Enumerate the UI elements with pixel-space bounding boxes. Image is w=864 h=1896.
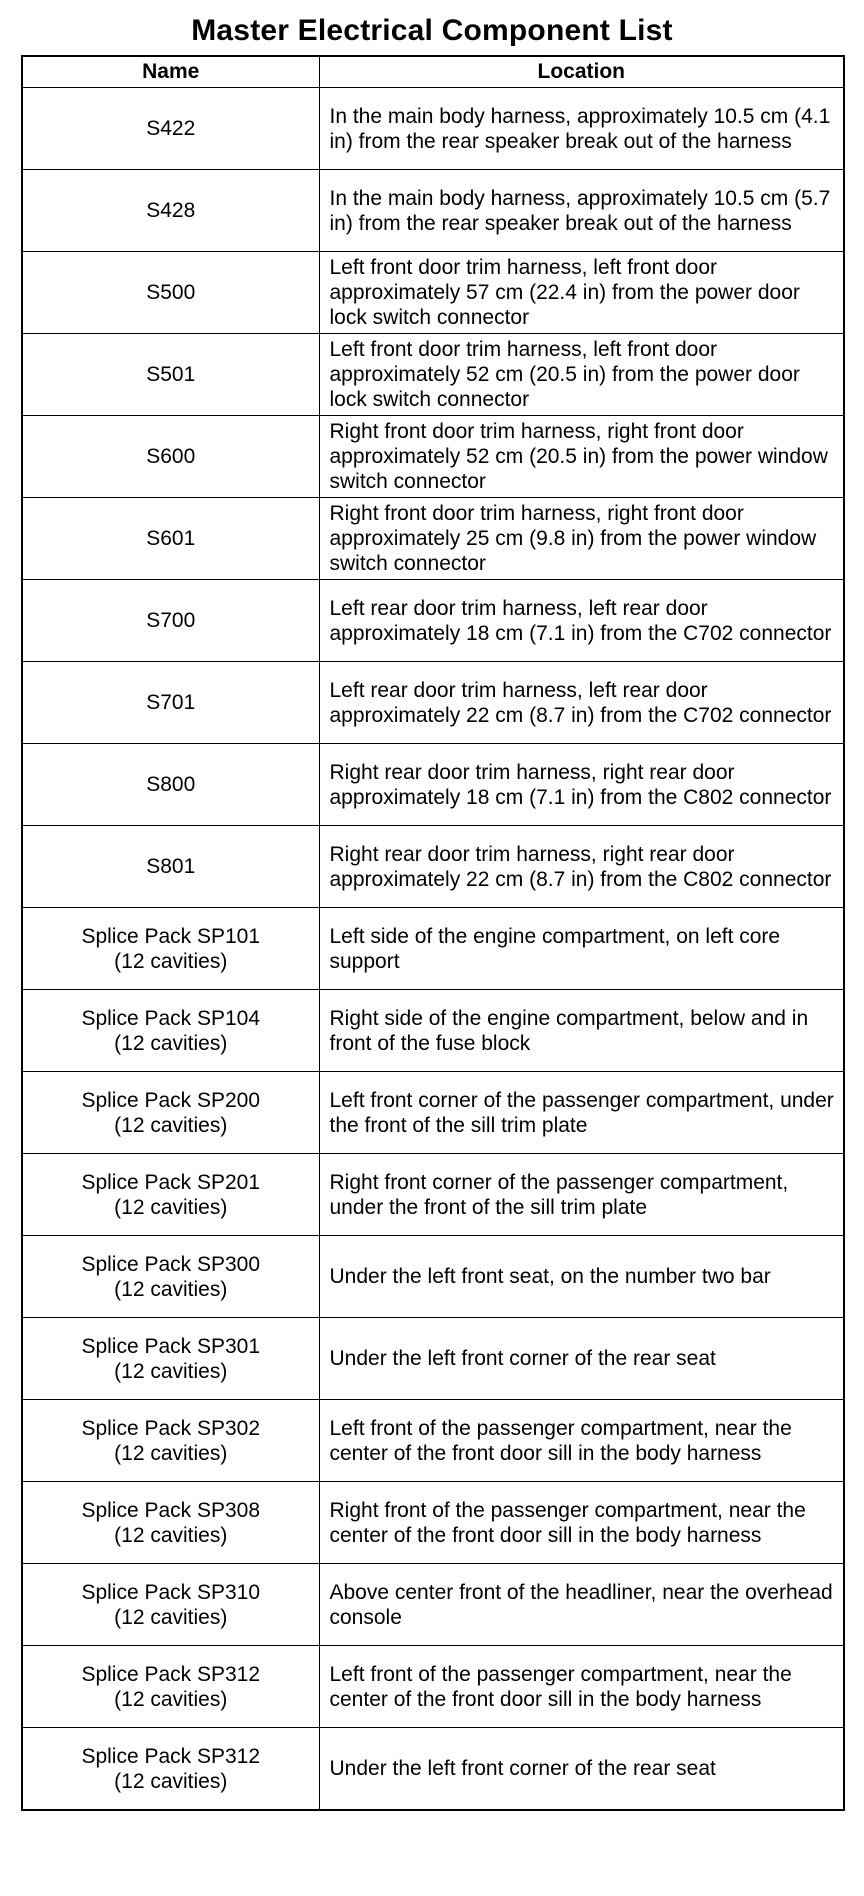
component-location: Left side of the engine compartment, on left core support: [319, 908, 844, 990]
component-name: Splice Pack SP101: [81, 924, 261, 948]
component-name: Splice Pack SP104: [81, 1006, 261, 1030]
table-row: [22, 580, 844, 662]
table-row: [22, 416, 844, 498]
component-cavities: (12 cavities): [114, 1195, 228, 1219]
component-location: Under the left front seat, on the number two bar: [319, 1236, 844, 1318]
component-location: In the main body harness, approximately 10.5 cm (5.7 in) from the rear speaker break out of the harness: [319, 170, 844, 252]
component-name-cell: [22, 1318, 319, 1400]
table-row: [22, 1400, 844, 1482]
component-table: [21, 55, 845, 1811]
component-location: Right rear door trim harness, right rear door approximately 22 cm (8.7 in) from the C802 connector: [319, 826, 844, 908]
component-location: Right front door trim harness, right front door approximately 52 cm (20.5 in) from the power window switch connector: [319, 416, 844, 498]
component-name: S601: [146, 527, 196, 550]
table-row: [22, 1482, 844, 1564]
component-name-cell: [22, 908, 319, 990]
component-name: S422: [146, 117, 196, 140]
component-name: Splice Pack SP312: [81, 1662, 261, 1686]
component-name: S801: [146, 855, 196, 878]
component-location: Left rear door trim harness, left rear door approximately 22 cm (8.7 in) from the C702 connector: [319, 662, 844, 744]
component-cavities: (12 cavities): [114, 1359, 228, 1383]
table-row: [22, 1318, 844, 1400]
component-name-cell: [22, 1482, 319, 1564]
component-location: Right front of the passenger compartment, near the center of the front door sill in the body harness: [319, 1482, 844, 1564]
component-name-cell: [22, 662, 319, 744]
component-location: Right rear door trim harness, right rear door approximately 18 cm (7.1 in) from the C802 connector: [319, 744, 844, 826]
table-row: [22, 498, 844, 580]
component-name-cell: [22, 1236, 319, 1318]
component-name-cell: [22, 826, 319, 908]
component-cavities: (12 cavities): [114, 949, 228, 973]
table-row: [22, 662, 844, 744]
column-header-location: Location: [319, 56, 844, 88]
component-cavities: (12 cavities): [114, 1277, 228, 1301]
table-row: [22, 744, 844, 826]
component-name-cell: [22, 1154, 319, 1236]
component-name-cell: [22, 498, 319, 580]
component-location: Left front door trim harness, left front door approximately 57 cm (22.4 in) from the power door lock switch connector: [319, 252, 844, 334]
component-name: S600: [146, 445, 196, 468]
table-row: [22, 1072, 844, 1154]
table-header-row: [22, 56, 844, 88]
component-location: Left front of the passenger compartment, near the center of the front door sill in the body harness: [319, 1400, 844, 1482]
component-name-cell: [22, 416, 319, 498]
component-name-cell: [22, 1400, 319, 1482]
component-name-cell: [22, 334, 319, 416]
component-cavities: (12 cavities): [114, 1031, 228, 1055]
component-name: Splice Pack SP310: [81, 1580, 261, 1604]
component-cavities: (12 cavities): [114, 1687, 228, 1711]
table-row: [22, 1236, 844, 1318]
component-location: In the main body harness, approximately 10.5 cm (4.1 in) from the rear speaker break out of the harness: [319, 88, 844, 170]
component-name: S428: [146, 199, 196, 222]
component-location: Left front door trim harness, left front door approximately 52 cm (20.5 in) from the power door lock switch connector: [319, 334, 844, 416]
component-location: Right side of the engine compartment, below and in front of the fuse block: [319, 990, 844, 1072]
table-row: [22, 334, 844, 416]
component-location: Under the left front corner of the rear seat: [319, 1728, 844, 1811]
table-row: [22, 908, 844, 990]
component-name-cell: [22, 580, 319, 662]
component-name: Splice Pack SP300: [81, 1252, 261, 1276]
component-cavities: (12 cavities): [114, 1769, 228, 1793]
component-location: Left rear door trim harness, left rear door approximately 18 cm (7.1 in) from the C702 connector: [319, 580, 844, 662]
component-name: Splice Pack SP301: [81, 1334, 261, 1358]
component-location: Right front door trim harness, right front door approximately 25 cm (9.8 in) from the power window switch connector: [319, 498, 844, 580]
component-location: Left front of the passenger compartment, near the center of the front door sill in the body harness: [319, 1646, 844, 1728]
component-name: S501: [146, 363, 196, 386]
component-cavities: (12 cavities): [114, 1113, 228, 1137]
table-row: [22, 1154, 844, 1236]
component-name-cell: [22, 170, 319, 252]
component-location: Under the left front corner of the rear seat: [319, 1318, 844, 1400]
component-name: S800: [146, 773, 196, 796]
component-location: Left front corner of the passenger compartment, under the front of the sill trim plate: [319, 1072, 844, 1154]
component-name: S701: [146, 691, 196, 714]
component-name-cell: [22, 1728, 319, 1811]
table-row: [22, 1564, 844, 1646]
component-location: Right front corner of the passenger compartment, under the front of the sill trim plate: [319, 1154, 844, 1236]
component-cavities: (12 cavities): [114, 1441, 228, 1465]
table-row: [22, 1646, 844, 1728]
component-name-cell: [22, 990, 319, 1072]
page-title: Master Electrical Component List: [191, 14, 673, 47]
component-name: Splice Pack SP308: [81, 1498, 261, 1522]
component-name-cell: [22, 252, 319, 334]
table-row: [22, 252, 844, 334]
table-body: [22, 88, 844, 1811]
component-name: Splice Pack SP312: [81, 1744, 261, 1768]
column-header-name: Name: [22, 56, 319, 88]
component-cavities: (12 cavities): [114, 1523, 228, 1547]
component-name-cell: [22, 1072, 319, 1154]
table-row: [22, 170, 844, 252]
component-cavities: (12 cavities): [114, 1605, 228, 1629]
table-row: [22, 990, 844, 1072]
table-row: [22, 826, 844, 908]
component-name: Splice Pack SP200: [81, 1088, 261, 1112]
table-row: [22, 1728, 844, 1811]
component-name: Splice Pack SP302: [81, 1416, 261, 1440]
component-name: Splice Pack SP201: [81, 1170, 261, 1194]
component-name-cell: [22, 1564, 319, 1646]
component-name-cell: [22, 88, 319, 170]
component-name: S500: [146, 281, 196, 304]
table-row: [22, 88, 844, 170]
component-location: Above center front of the headliner, near the overhead console: [319, 1564, 844, 1646]
component-name-cell: [22, 744, 319, 826]
component-name-cell: [22, 1646, 319, 1728]
component-name: S700: [146, 609, 196, 632]
